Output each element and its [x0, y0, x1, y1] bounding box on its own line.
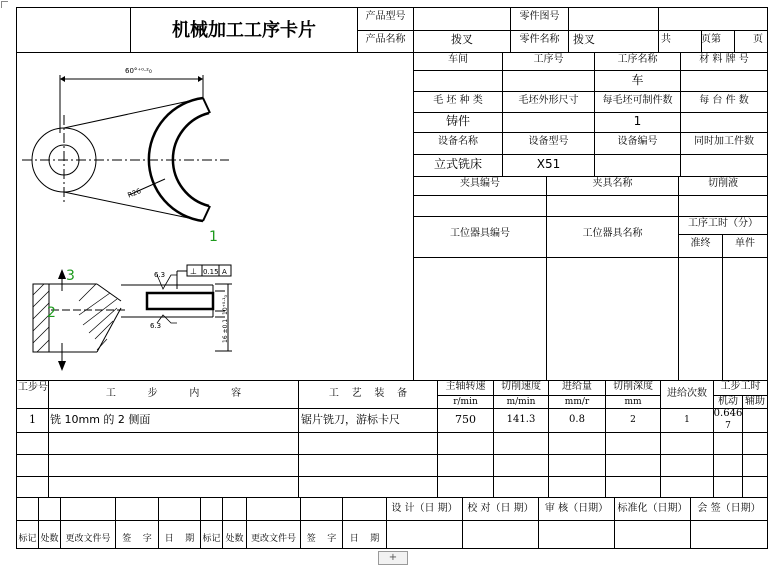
product-name-label: 产品名称: [365, 34, 406, 45]
parts-per-machine-label: 每 台 件 数: [699, 95, 749, 106]
prep-time-label: 准终: [690, 238, 711, 249]
mark-3: 3: [66, 268, 75, 284]
cutting-speed-cell: 141.3: [506, 414, 536, 425]
product-model-label: 产品型号: [365, 11, 406, 22]
machine-time-cell-2: 7: [725, 421, 731, 431]
passes-cell: 1: [684, 415, 690, 425]
spindle-speed-cell: 750: [455, 413, 476, 426]
rough-1: 6.3: [154, 271, 166, 279]
rev-label: 处数: [225, 534, 244, 544]
part-name: 拨叉: [573, 33, 595, 46]
check-label: 校 对（日 期）: [467, 503, 534, 514]
op-no-label: 工序号: [533, 54, 564, 65]
top-view: [22, 75, 229, 221]
simul-label: 同时加工件数: [694, 136, 754, 147]
rev-label: 日 期: [164, 534, 195, 544]
review-label: 审 核（日期）: [544, 503, 609, 514]
aux-time-header: 辅助: [745, 396, 765, 407]
product-name: 拨叉: [451, 33, 473, 46]
dim-right-2: 16 ±0.1: [222, 318, 229, 343]
mark-1: 1: [209, 229, 218, 245]
mark-2: 2: [47, 305, 56, 321]
part-name-label: 零件名称: [519, 34, 560, 45]
card-title: 机械加工工序卡片: [172, 20, 316, 41]
material-label: 材 料 牌 号: [699, 54, 749, 65]
dim-r: R26: [126, 187, 143, 200]
blank-type-value: 铸件: [445, 114, 470, 128]
station-tool-no-label: 工位器具编号: [450, 228, 510, 239]
step-content-cell: 铣 10mm 的 2 侧面: [50, 413, 151, 426]
arrow-marks: [58, 76, 203, 371]
rev-label: 更改文件号: [65, 534, 111, 544]
coolant-label: 切削液: [708, 178, 738, 189]
rev-label: 更改文件号: [250, 534, 296, 544]
part-drawing: [17, 53, 413, 379]
corner-marker: [1, 1, 8, 8]
side-view: [33, 265, 232, 367]
step-time-header: 工步工时: [720, 381, 761, 392]
step-no-header: 工步号: [18, 382, 48, 393]
feed-header: 进给量: [562, 381, 592, 392]
parts-per-blank-label: 每毛坯可制件数: [602, 95, 673, 106]
equipment-header: 工 艺 装 备: [328, 388, 408, 399]
parts-per-blank-value: 1: [633, 114, 642, 128]
step-content-header: 工 步 内 容: [105, 388, 242, 399]
feed-cell: 0.8: [569, 414, 585, 425]
spindle-speed-unit: r/min: [453, 397, 478, 407]
rev-label: 日 期: [349, 534, 380, 544]
sheet-page-label: 页: [753, 34, 763, 45]
equipment-cell: 锯片铣刀，游标卡尺: [301, 413, 400, 426]
hatching: [33, 284, 117, 352]
total-page-label: 页: [701, 34, 711, 45]
feed-unit: mm/r: [564, 397, 590, 407]
op-name-value: 车: [631, 73, 644, 87]
dim-right-1: 10⁺⁰·¹₀: [222, 295, 229, 315]
tol-datum: A: [222, 268, 227, 276]
cutting-speed-unit: m/min: [506, 397, 536, 407]
depth-header: 切削深度: [613, 381, 653, 392]
add-sheet-button[interactable]: +: [378, 551, 408, 565]
total-label: 共: [661, 34, 671, 45]
cutting-speed-header: 切削速度: [501, 381, 541, 392]
equip-name-value: 立式铣床: [433, 157, 482, 171]
rev-label: 签 字: [122, 534, 152, 544]
fixture-name-label: 夹具名称: [592, 178, 633, 189]
rev-label: 签 字: [306, 534, 337, 544]
step-no-cell: 1: [29, 413, 36, 426]
countersign-label: 会 签（日期）: [697, 503, 761, 514]
blank-size-label: 毛坯外形尺寸: [518, 95, 579, 106]
spindle-speed-header: 主轴转速: [445, 381, 486, 392]
tol-value: 0.15: [203, 268, 219, 276]
rev-label: 处数: [40, 534, 59, 544]
op-name-label: 工序名称: [617, 54, 658, 65]
design-label: 设 计（日 期）: [391, 503, 458, 514]
equip-no-label: 设备编号: [617, 136, 658, 147]
station-tool-name-label: 工位器具名称: [582, 228, 643, 239]
rev-label: 标记: [202, 534, 221, 544]
fixture-no-label: 夹具编号: [460, 178, 500, 189]
blank-type-label: 毛 坯 种 类: [433, 95, 483, 106]
sheet-label: 第: [711, 34, 721, 45]
equip-model-label: 设备型号: [528, 136, 569, 147]
machine-time-header: 机动: [718, 396, 738, 407]
equip-name-label: 设备名称: [438, 136, 478, 147]
part-drawing-no-label: 零件图号: [519, 11, 560, 22]
standard-label: 标准化（日期）: [617, 503, 688, 514]
workshop-label: 车间: [448, 54, 468, 65]
op-time-label: 工序工时（分）: [688, 218, 758, 229]
tol-symbol: ⊥: [190, 267, 197, 276]
rough-2: 6.3: [150, 322, 162, 330]
passes-header: 进给次数: [667, 388, 707, 399]
rev-label: 标记: [18, 534, 37, 544]
depth-unit: mm: [624, 397, 642, 407]
dim-angle: 60°⁺⁰·²₀: [125, 67, 152, 75]
depth-cell: 2: [630, 415, 636, 425]
unit-time-label: 单件: [735, 238, 755, 249]
machine-time-cell-1: 0.646: [713, 408, 743, 419]
equip-model-value: X51: [536, 157, 561, 171]
